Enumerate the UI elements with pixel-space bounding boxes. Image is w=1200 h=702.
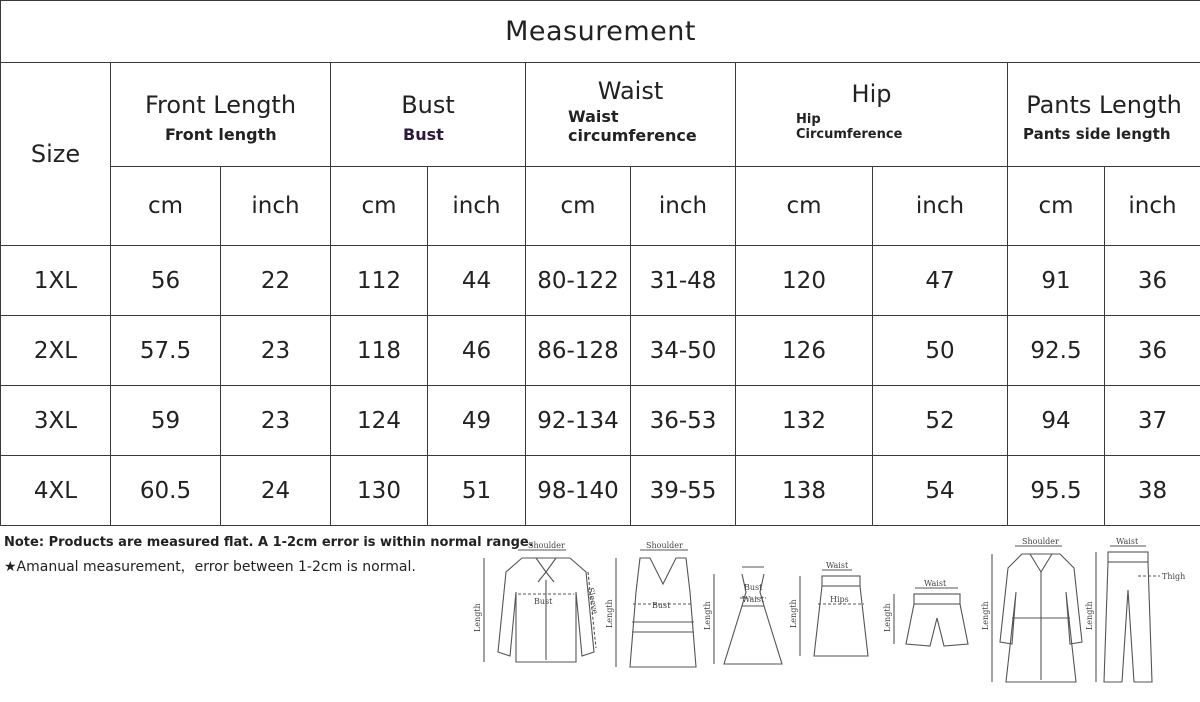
garment-diagrams: [470, 532, 1196, 698]
table-cell: 52: [873, 386, 1008, 456]
diagram-label-shoulder: Shoulder: [528, 541, 565, 550]
unit-header: inch: [1105, 167, 1200, 246]
diagram-label-hips: Hips: [830, 595, 849, 604]
table-cell: 50: [873, 316, 1008, 386]
table-row: [1, 246, 1200, 316]
group-subtitle: Front length: [111, 125, 330, 144]
size-cell: 1XL: [1, 246, 111, 316]
footer-notes-area: [0, 524, 1200, 700]
blouse-sketch: [484, 550, 596, 662]
table-title: Measurement: [1, 1, 1200, 63]
diagram-label-length: Length: [1085, 601, 1094, 630]
unit-header: cm: [111, 167, 221, 246]
table-cell: 39-55: [631, 456, 736, 526]
table-cell: 51: [428, 456, 526, 526]
table-cell: 95.5: [1008, 456, 1105, 526]
group-header-front-length: [111, 63, 331, 167]
size-cell: 3XL: [1, 386, 111, 456]
table-cell: 38: [1105, 456, 1200, 526]
diagram-label-waist: Waist: [742, 595, 765, 604]
table-cell: 24: [221, 456, 331, 526]
group-subtitle: Pants side length: [1008, 125, 1200, 144]
table-cell: 34-50: [631, 316, 736, 386]
table-cell: 92-134: [526, 386, 631, 456]
coat-sketch: [992, 546, 1082, 682]
table-cell: 130: [331, 456, 428, 526]
diagram-label-bust: Bust: [534, 597, 553, 606]
group-title: Front Length: [111, 91, 330, 119]
table-row: [1, 386, 1200, 456]
group-header-pants-length: [1008, 63, 1200, 167]
table-cell: 23: [221, 316, 331, 386]
table-cell: 80-122: [526, 246, 631, 316]
diagram-label-bust: Bust: [744, 583, 763, 592]
measurement-note: Note: Products are measured flat. A 1-2cm error is within normal range.: [4, 535, 534, 550]
diagram-label-length: Length: [789, 599, 798, 628]
shorts-sketch: [894, 588, 968, 646]
table-cell: 132: [736, 386, 873, 456]
unit-header: cm: [1008, 167, 1105, 246]
diagram-label-sleeve: Sleeve: [586, 587, 600, 615]
table-cell: 54: [873, 456, 1008, 526]
table-cell: 120: [736, 246, 873, 316]
group-subtitle: Waist circumference: [526, 107, 708, 145]
table-cell: 98-140: [526, 456, 631, 526]
skirt-sketch: [800, 570, 868, 656]
table-cell: 22: [221, 246, 331, 316]
table-cell: 36-53: [631, 386, 736, 456]
group-title: Hip: [736, 80, 1007, 108]
table-cell: 59: [111, 386, 221, 456]
table-cell: 60.5: [111, 456, 221, 526]
manual-measurement-note: ★Amanual measurement，error between 1-2cm is normal.: [4, 556, 416, 576]
diagram-label-shoulder: Shoulder: [1022, 537, 1059, 546]
diagram-label-waist: Waist: [826, 561, 849, 570]
unit-header: inch: [873, 167, 1008, 246]
dress-sketch: [714, 567, 782, 664]
table-cell: 36: [1105, 316, 1200, 386]
table-cell: 31-48: [631, 246, 736, 316]
diagram-label-length: Length: [981, 601, 990, 630]
unit-header: inch: [631, 167, 736, 246]
diagram-label-waist: Waist: [1116, 537, 1139, 546]
diagram-label-shoulder: Shoulder: [646, 541, 683, 550]
table-cell: 91: [1008, 246, 1105, 316]
group-subtitle: Hip Circumference: [736, 112, 906, 142]
table-cell: 126: [736, 316, 873, 386]
table-cell: 36: [1105, 246, 1200, 316]
diagram-label-bust: Bust: [652, 601, 671, 610]
table-row: [1, 456, 1200, 526]
group-header-waist: [526, 63, 736, 167]
unit-header: inch: [221, 167, 331, 246]
diagram-label-length: Length: [605, 599, 614, 628]
group-subtitle: Bust: [331, 125, 525, 144]
table-cell: 47: [873, 246, 1008, 316]
table-cell: 46: [428, 316, 526, 386]
diagram-label-length: Length: [883, 603, 892, 632]
table-cell: 44: [428, 246, 526, 316]
size-column-header: Size: [1, 63, 111, 246]
table-cell: 37: [1105, 386, 1200, 456]
table-cell: 112: [331, 246, 428, 316]
diagram-label-length: Length: [703, 601, 712, 630]
garment-sketches-svg: [470, 532, 1196, 698]
group-header-hip: [736, 63, 1008, 167]
table-cell: 138: [736, 456, 873, 526]
group-title: Bust: [331, 91, 525, 119]
group-title: Pants Length: [1008, 91, 1200, 119]
table-cell: 118: [331, 316, 428, 386]
table-cell: 124: [331, 386, 428, 456]
diagram-label-thigh: Thigh: [1162, 572, 1185, 581]
diagram-label-waist: Waist: [924, 579, 947, 588]
pants-sketch: [1096, 546, 1160, 682]
unit-header: cm: [736, 167, 873, 246]
group-title: Waist: [526, 77, 735, 105]
table-cell: 94: [1008, 386, 1105, 456]
group-header-bust: [331, 63, 526, 167]
unit-header: inch: [428, 167, 526, 246]
size-cell: 2XL: [1, 316, 111, 386]
table-cell: 49: [428, 386, 526, 456]
unit-header: cm: [331, 167, 428, 246]
diagram-label-length: Length: [473, 603, 482, 632]
table-cell: 57.5: [111, 316, 221, 386]
table-row: [1, 316, 1200, 386]
table-cell: 56: [111, 246, 221, 316]
table-cell: 86-128: [526, 316, 631, 386]
table-cell: 23: [221, 386, 331, 456]
size-cell: 4XL: [1, 456, 111, 526]
unit-header: cm: [526, 167, 631, 246]
table-cell: 92.5: [1008, 316, 1105, 386]
